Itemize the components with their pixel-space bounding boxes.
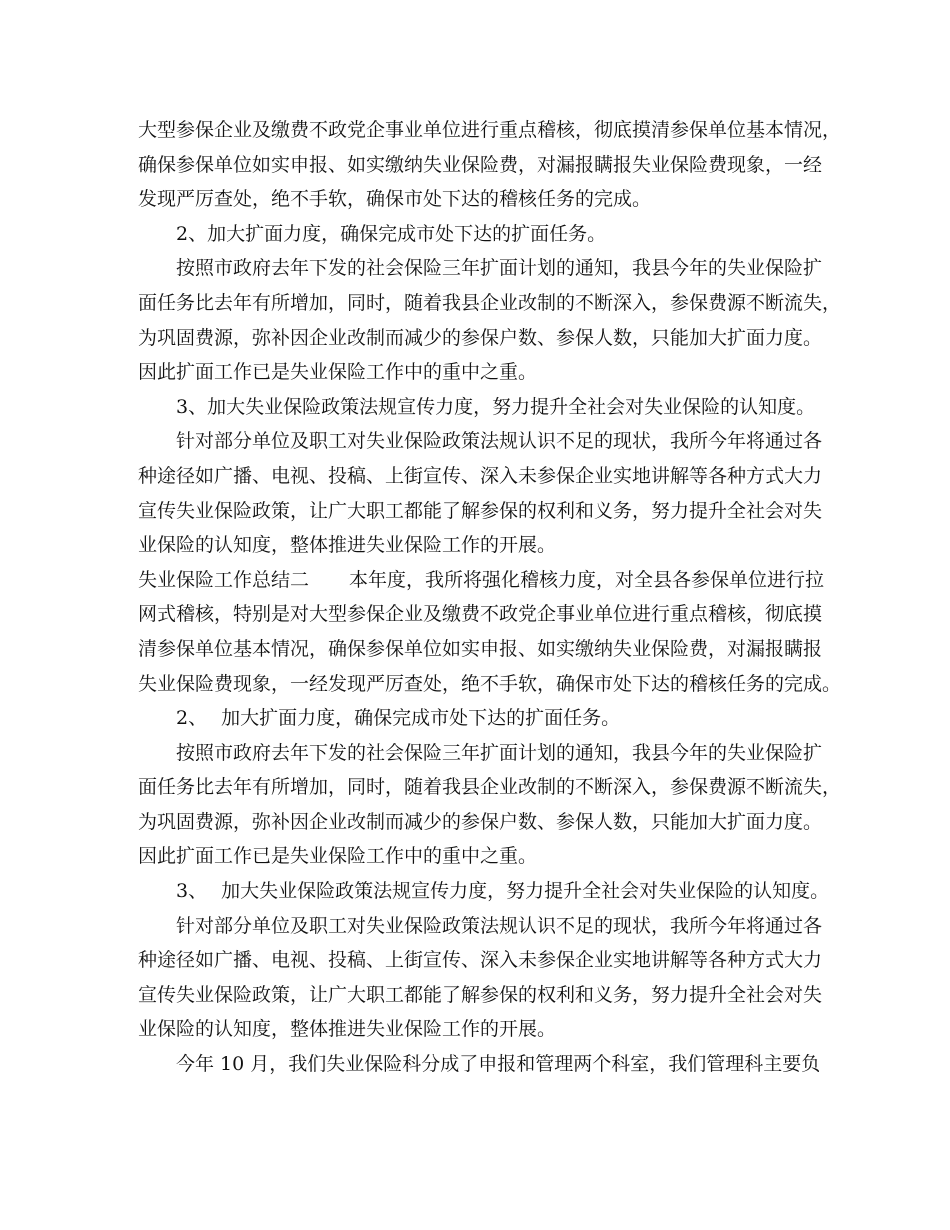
text-line: 因此扩面工作已是失业保险工作中的重中之重。 bbox=[138, 845, 538, 868]
text-line: 面任务比去年有所增加，同时，随着我县企业改制的不断深入，参保费源不断流失， bbox=[138, 291, 842, 314]
text-line: 按照市政府去年下发的社会保险三年扩面计划的通知，我县今年的失业保险扩 bbox=[176, 741, 823, 764]
document-body bbox=[138, 113, 842, 1082]
section-heading: 3、加大失业保险政策法规宣传力度，努力提升全社会对失业保险的认知度。 bbox=[176, 395, 816, 418]
text-line: 按照市政府去年下发的社会保险三年扩面计划的通知，我县今年的失业保险扩 bbox=[176, 257, 823, 280]
text-line: 针对部分单位及职工对失业保险政策法规认识不足的现状，我所今年将通过各 bbox=[176, 914, 823, 937]
text-line: 清参保单位基本情况，确保参保单位如实申报、如实缴纳失业保险费，对漏报瞒报 bbox=[138, 637, 823, 660]
text-line: 确保参保单位如实申报、如实缴纳失业保险费，对漏报瞒报失业保险费现象，一经 bbox=[138, 153, 823, 176]
text-line: 为巩固费源，弥补因企业改制而减少的参保户数、参保人数，只能加大扩面力度。 bbox=[138, 326, 823, 349]
heading-text: 加大扩面力度，确保完成市处下达的扩面任务。 bbox=[221, 707, 621, 730]
text-line: 因此扩面工作已是失业保险工作中的重中之重。 bbox=[138, 361, 538, 384]
text-line: 针对部分单位及职工对失业保险政策法规认识不足的现状，我所今年将通过各 bbox=[176, 430, 823, 453]
text-line: 网式稽核，特别是对大型参保企业及缴费不政党企事业单位进行重点稽核，彻底摸 bbox=[138, 603, 823, 626]
heading-text: 加大失业保险政策法规宣传力度，努力提升全社会对失业保险的认知度。 bbox=[221, 880, 830, 903]
text-line: 大型参保企业及缴费不政党企事业单位进行重点稽核，彻底摸清参保单位基本情况， bbox=[138, 119, 842, 141]
heading-number: 2、 bbox=[176, 707, 208, 730]
heading-number: 3、 bbox=[176, 880, 208, 903]
section-heading: 2、加大扩面力度，确保完成市处下达的扩面任务。 bbox=[176, 222, 607, 245]
text-line: 今年 10 月，我们失业保险科分成了申报和管理两个科室，我们管理科主要负 bbox=[176, 1053, 821, 1076]
text-line: 宣传失业保险政策，让广大职工都能了解参保的权利和义务，努力提升全社会对失 bbox=[138, 983, 823, 1006]
text-line: 种途径如广播、电视、投稿、上街宣传、深入未参保企业实地讲解等各种方式大力 bbox=[138, 949, 823, 972]
text-line: 本年度，我所将强化稽核力度，对全县各参保单位进行拉 bbox=[349, 568, 825, 591]
section-heading bbox=[138, 874, 828, 909]
text-line: 宣传失业保险政策，让广大职工都能了解参保的权利和义务，努力提升全社会对失 bbox=[138, 499, 823, 522]
section-title: 失业保险工作总结二 bbox=[138, 568, 310, 591]
section-title-line bbox=[138, 563, 828, 598]
section-heading bbox=[138, 701, 828, 736]
text-line: 失业保险费现象，一经发现严厉查处，绝不手软，确保市处下达的稽核任务的完成。 bbox=[138, 672, 842, 695]
text-line: 业保险的认知度，整体推进失业保险工作的开展。 bbox=[138, 534, 557, 557]
text-line: 业保险的认知度，整体推进失业保险工作的开展。 bbox=[138, 1018, 557, 1041]
text-line: 面任务比去年有所增加，同时，随着我县企业改制的不断深入，参保费源不断流失， bbox=[138, 776, 842, 799]
text-line: 为巩固费源，弥补因企业改制而减少的参保户数、参保人数，只能加大扩面力度。 bbox=[138, 810, 823, 833]
text-line: 种途径如广播、电视、投稿、上街宣传、深入未参保企业实地讲解等各种方式大力 bbox=[138, 464, 823, 487]
text-line: 发现严厉查处，绝不手软，确保市处下达的稽核任务的完成。 bbox=[138, 188, 652, 211]
